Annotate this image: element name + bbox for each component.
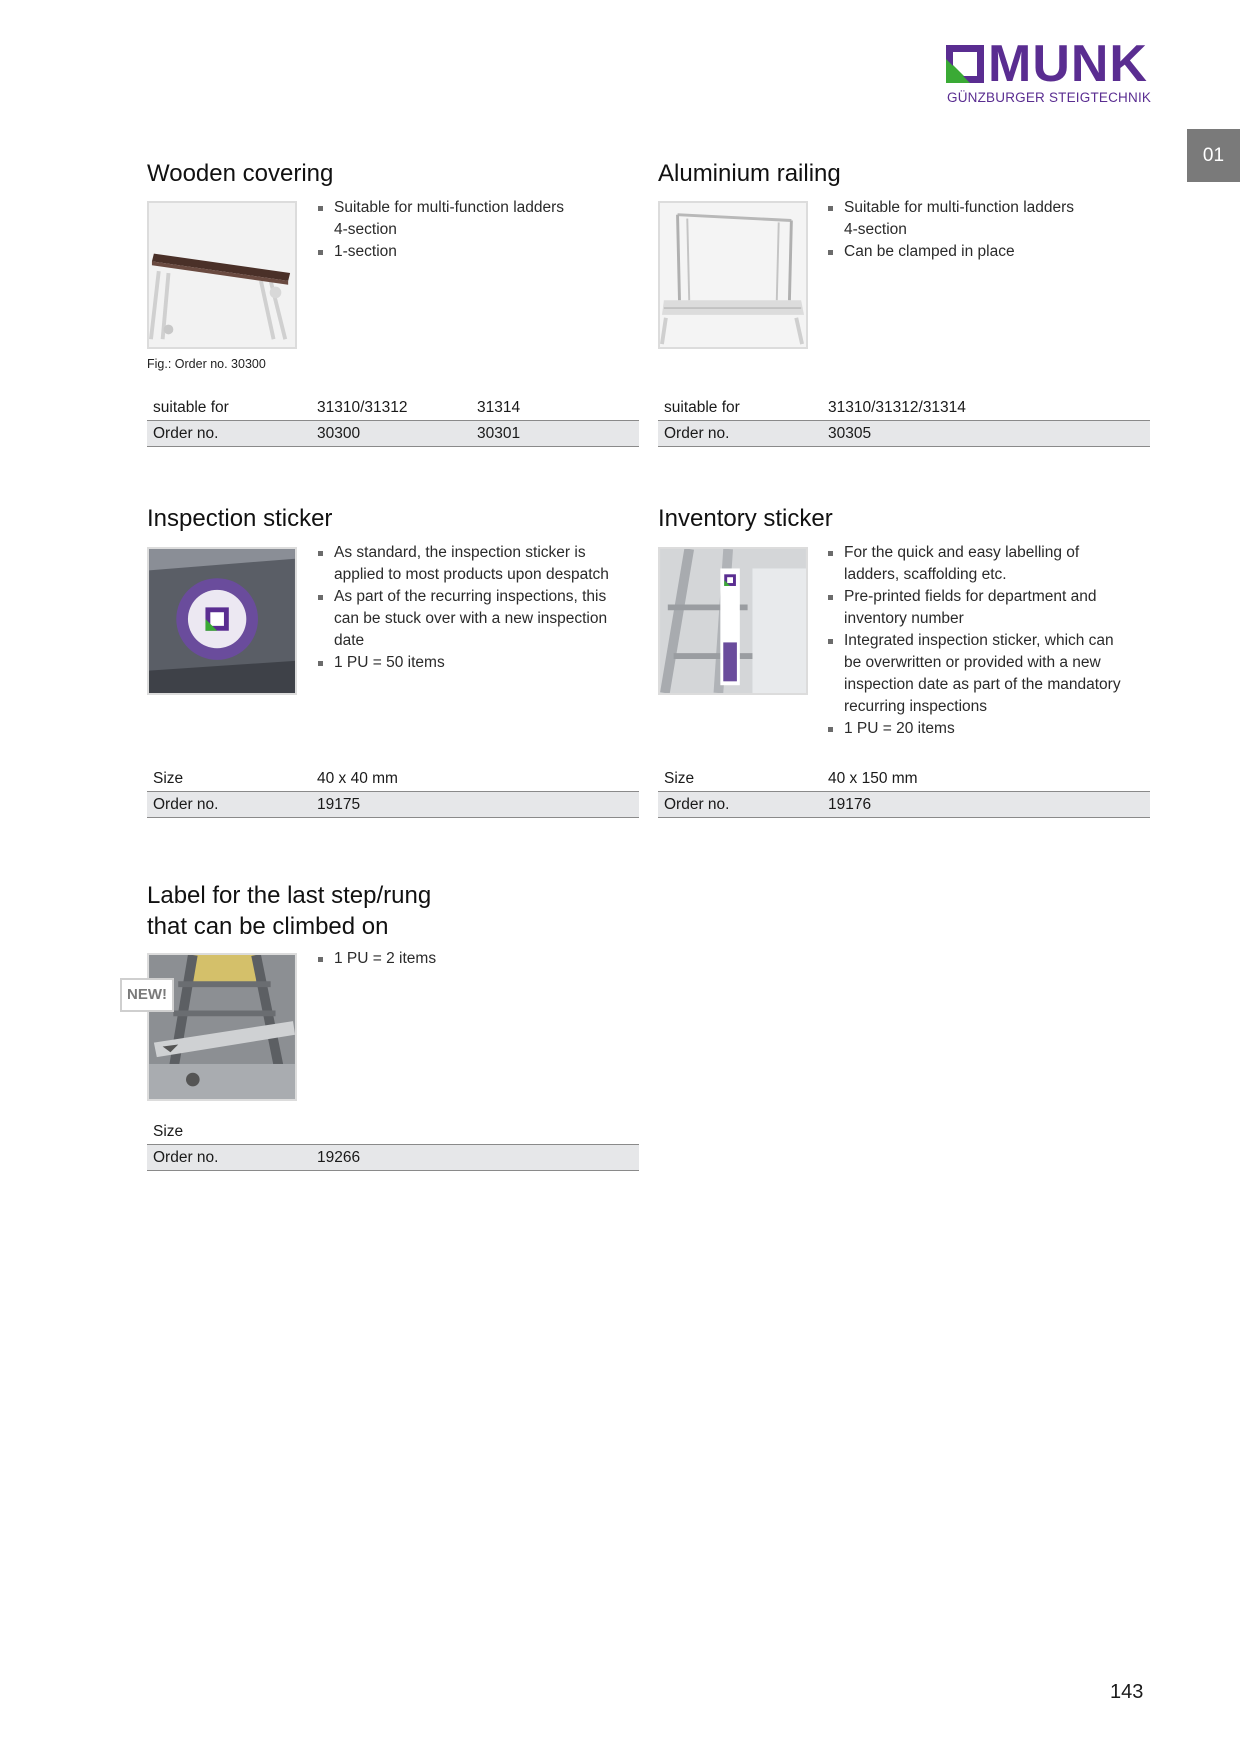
inventory-sticker-bullets (826, 542, 1121, 740)
section-title: Inventory sticker (658, 505, 833, 532)
spec-label: Order no. (658, 792, 822, 818)
bullet-item: 1-section (316, 241, 564, 263)
page-number: 143 (1110, 1681, 1144, 1703)
last-step-label-image (147, 953, 297, 1101)
munk-logo-mark-icon (946, 45, 984, 83)
spec-value: 31314 (471, 395, 639, 421)
spec-label: suitable for (147, 395, 311, 421)
section-inventory-sticker (658, 503, 833, 534)
bullet-item: 1 PU = 50 items (316, 652, 609, 674)
order-number: 30305 (822, 421, 1150, 447)
spec-label: Size (658, 766, 822, 792)
wooden-covering-spec-table (147, 395, 639, 447)
section-wooden-covering (147, 158, 333, 189)
section-title: Inspection sticker (147, 505, 333, 532)
order-number: 30300 (311, 421, 471, 447)
bullet-item: Can be clamped in place (826, 241, 1074, 263)
bullet-item: Pre-printed fields for department and inventory number (826, 586, 1121, 630)
bullet-item: 1 PU = 2 items (316, 948, 436, 970)
section-title: Wooden covering (147, 160, 334, 187)
last-step-label-spec-table (147, 1119, 639, 1171)
chapter-tab[interactable]: 01 (1187, 129, 1240, 182)
inventory-sticker-image (658, 547, 808, 695)
spec-label: Order no. (147, 1145, 311, 1171)
bullet-item: As part of the recurring inspections, this can be stuck over with a new inspection date (316, 586, 609, 652)
section-aluminium-railing (658, 158, 841, 189)
spec-label: Order no. (658, 421, 822, 447)
aluminium-railing-image (658, 201, 808, 349)
spec-label: Size (147, 1119, 311, 1145)
spec-value (311, 1119, 639, 1145)
bullet-item: Suitable for multi-function ladders 4-section (316, 197, 564, 241)
bullet-item: Suitable for multi-function ladders 4-section (826, 197, 1074, 241)
section-title: Aluminium railing (658, 160, 841, 187)
munk-logo (946, 35, 1152, 108)
order-number: 19175 (311, 792, 639, 818)
spec-label: Order no. (147, 792, 311, 818)
inspection-sticker-image (147, 547, 297, 695)
last-step-label-bullets (316, 948, 436, 970)
inspection-sticker-bullets (316, 542, 609, 674)
aluminium-railing-spec-table (658, 395, 1150, 447)
spec-label: suitable for (658, 395, 822, 421)
bullet-item: 1 PU = 20 items (826, 718, 1121, 740)
spec-value: 31310/31312/31314 (822, 395, 1150, 421)
bullet-item: For the quick and easy labelling of ladders, scaffolding etc. (826, 542, 1121, 586)
aluminium-railing-bullets (826, 197, 1074, 263)
logo-tagline: GÜNZBURGER STEIGTECHNIK (947, 90, 1152, 105)
bullet-item: As standard, the inspection sticker is applied to most products upon despatch (316, 542, 609, 586)
spec-label: Size (147, 766, 311, 792)
wooden-covering-bullets (316, 197, 564, 263)
spec-value: 40 x 40 mm (311, 766, 639, 792)
section-inspection-sticker (147, 503, 332, 534)
inventory-sticker-spec-table (658, 766, 1150, 818)
spec-label: Order no. (147, 421, 311, 447)
logo-wordmark: MUNK (988, 35, 1148, 93)
spec-value: 40 x 150 mm (822, 766, 1150, 792)
section-last-step-label (147, 880, 431, 942)
order-number: 30301 (471, 421, 639, 447)
figure-caption: Fig.: Order no. 30300 (147, 357, 266, 371)
bullet-item: Integrated inspection sticker, which can be overwritten or provided with a new inspection date as part of the mandatory recurring inspections (826, 630, 1121, 718)
wooden-covering-image (147, 201, 297, 349)
new-badge: NEW! (120, 978, 174, 1012)
order-number: 19266 (311, 1145, 639, 1171)
inspection-sticker-spec-table (147, 766, 639, 818)
order-number: 19176 (822, 792, 1150, 818)
spec-value: 31310/31312 (311, 395, 471, 421)
section-title: Label for the last step/rung that can be climbed on (147, 882, 432, 940)
